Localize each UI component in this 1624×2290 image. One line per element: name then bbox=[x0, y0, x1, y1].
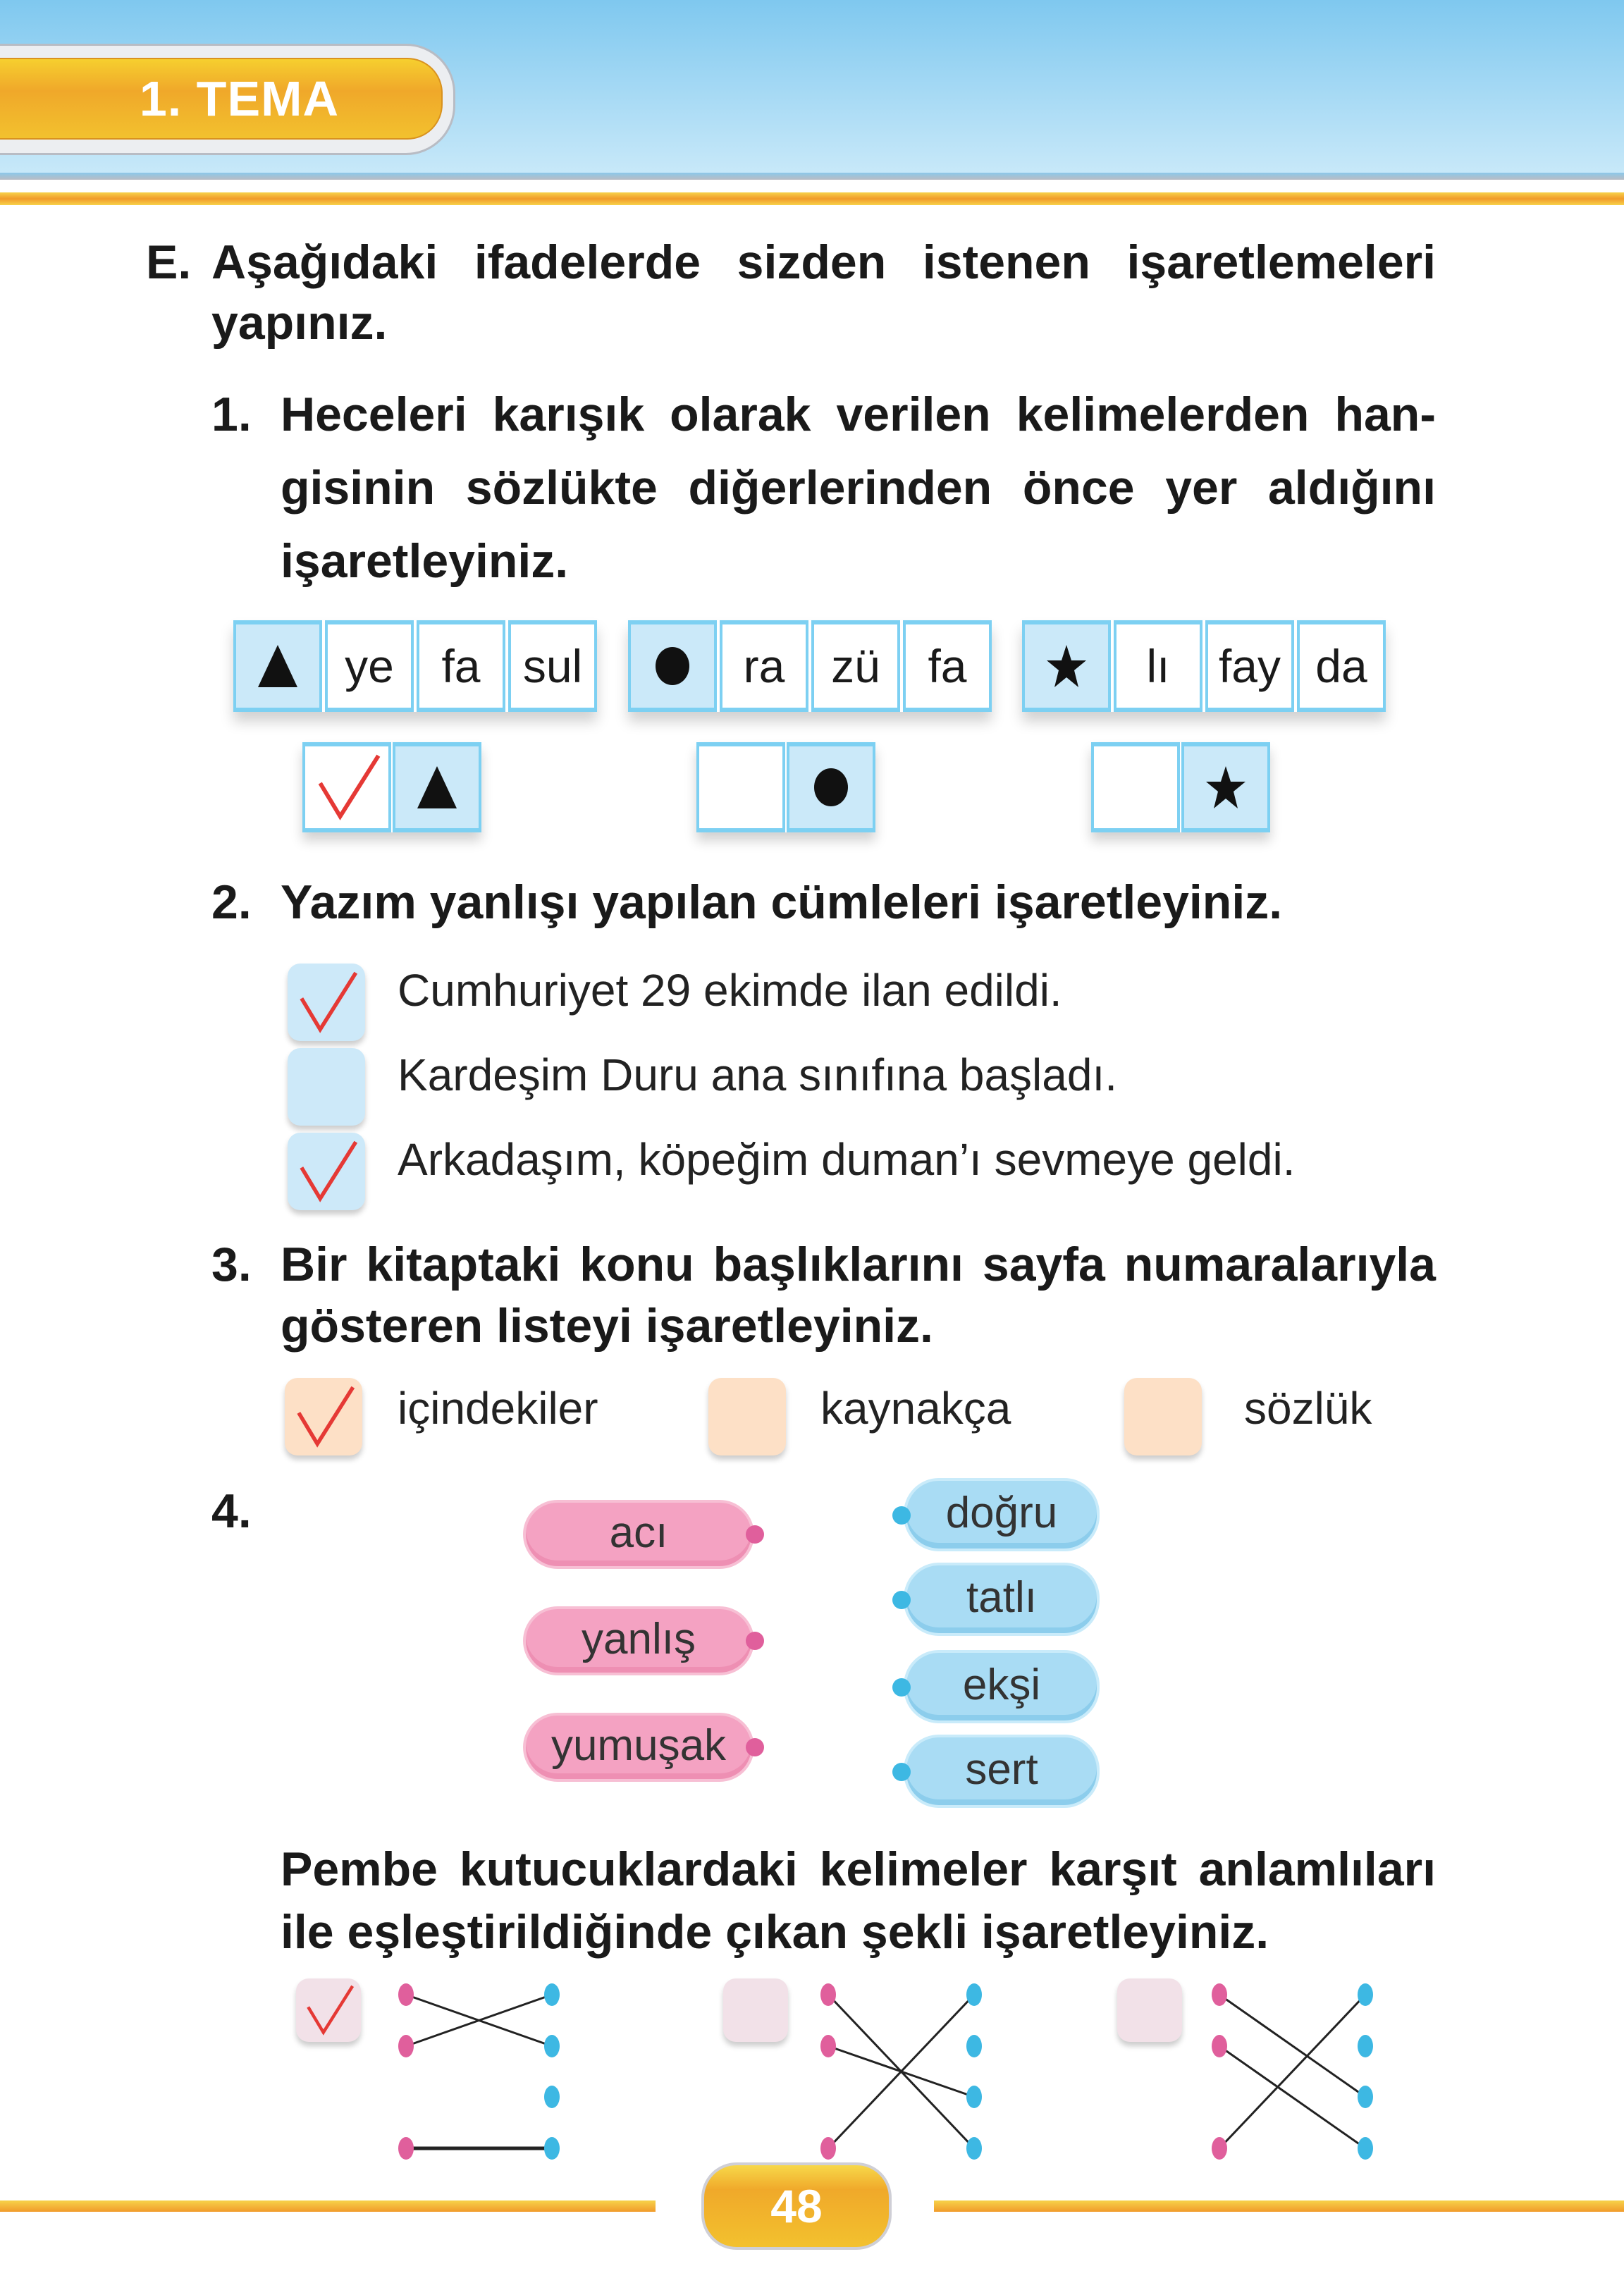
option-text: Kardeşim Duru ana sınıfına başladı. bbox=[398, 1049, 1117, 1100]
answer-checkbox[interactable] bbox=[1091, 742, 1180, 832]
triangle-icon bbox=[393, 742, 481, 832]
option-checkbox[interactable] bbox=[288, 964, 365, 1041]
pink-dot bbox=[820, 2035, 836, 2057]
pink-dot bbox=[1212, 1983, 1227, 2006]
option-text: Cumhuriyet 29 ekimde ilan edildi. bbox=[398, 965, 1062, 1016]
option-text: Arkadaşım, köpeğim duman’ı sevmeye geldi. bbox=[398, 1134, 1296, 1185]
header-accent-line bbox=[0, 192, 1624, 205]
blue-word: doğru bbox=[904, 1478, 1100, 1551]
blue-dot bbox=[544, 2035, 560, 2057]
matching-diagram bbox=[814, 1974, 988, 2171]
blue-dot bbox=[1358, 2137, 1373, 2160]
syllable-group bbox=[1022, 620, 1386, 712]
syllable-card: da bbox=[1297, 620, 1386, 712]
option-checkbox[interactable] bbox=[288, 1048, 365, 1126]
star-icon bbox=[1181, 742, 1270, 832]
footer-line-right bbox=[934, 2200, 1624, 2212]
blue-dot bbox=[1358, 1983, 1373, 2006]
pink-dot bbox=[1212, 2035, 1227, 2057]
pink-dot bbox=[820, 2137, 836, 2160]
section-title-line2: yapınız. bbox=[211, 296, 388, 350]
matching-diagram bbox=[1205, 1974, 1379, 2171]
blue-dot[interactable] bbox=[892, 1506, 911, 1525]
answer-pair bbox=[1091, 742, 1270, 832]
blue-dot bbox=[966, 2035, 982, 2057]
syllable-card: ra bbox=[720, 620, 808, 712]
syllable-card: sul bbox=[508, 620, 597, 712]
option-checkbox[interactable] bbox=[1124, 1378, 1202, 1455]
q4-line2: ile eşleştirildiğinde çıkan şekli işaretleyiniz. bbox=[281, 1905, 1269, 1959]
blue-dot bbox=[544, 1983, 560, 2006]
option-text: içindekiler bbox=[398, 1383, 598, 1434]
blue-dot bbox=[1358, 2035, 1373, 2057]
blue-dot bbox=[966, 2137, 982, 2160]
diagram-checkbox[interactable] bbox=[723, 1978, 788, 2042]
q1-line3: işaretleyiniz. bbox=[281, 534, 569, 588]
answer-checkbox[interactable] bbox=[302, 742, 391, 832]
pink-dot bbox=[820, 1983, 836, 2006]
blue-dot bbox=[966, 2086, 982, 2108]
syllable-card: ye bbox=[325, 620, 414, 712]
syllable-group bbox=[233, 620, 597, 712]
answer-pair bbox=[696, 742, 875, 832]
section-title-line1: Aşağıdaki ifadelerde sizden istenen işaretlemeleri bbox=[211, 235, 1436, 289]
pink-word: acı bbox=[523, 1500, 754, 1569]
q4-line1: Pembe kutucuklardaki kelimeler karşıt anlamlıları bbox=[281, 1842, 1436, 1896]
answer-checkbox[interactable] bbox=[696, 742, 785, 832]
blue-dot bbox=[966, 1983, 982, 2006]
blue-word: tatlı bbox=[904, 1563, 1100, 1636]
blue-dot[interactable] bbox=[892, 1763, 911, 1781]
diagram-checkbox[interactable] bbox=[1117, 1978, 1182, 2042]
blue-dot bbox=[1358, 2086, 1373, 2108]
option-checkbox[interactable] bbox=[708, 1378, 786, 1455]
q4-number: 4. bbox=[211, 1484, 252, 1538]
triangle-icon bbox=[233, 620, 322, 712]
q1-line2: gisinin sözlükte diğerlerinden önce yer aldığını bbox=[281, 461, 1436, 515]
star-icon bbox=[1022, 620, 1111, 712]
diagram-checkbox[interactable] bbox=[296, 1978, 361, 2042]
blue-dot bbox=[544, 2086, 560, 2108]
pink-dot bbox=[398, 2035, 414, 2057]
blue-word: sert bbox=[904, 1735, 1100, 1808]
answer-pair bbox=[302, 742, 481, 832]
syllable-card: lı bbox=[1114, 620, 1202, 712]
blue-word: ekşi bbox=[904, 1650, 1100, 1723]
option-text: sözlük bbox=[1244, 1383, 1372, 1434]
pink-word: yanlış bbox=[523, 1606, 754, 1675]
q3-line1: Bir kitaptaki konu başlıklarını sayfa numaralarıyla bbox=[281, 1238, 1436, 1291]
option-checkbox[interactable] bbox=[285, 1378, 362, 1455]
syllable-card: fay bbox=[1205, 620, 1294, 712]
pink-dot bbox=[1212, 2137, 1227, 2160]
pink-dot bbox=[398, 2137, 414, 2160]
syllable-card: zü bbox=[811, 620, 900, 712]
page-number: 48 bbox=[701, 2162, 892, 2250]
link-line bbox=[1219, 2046, 1365, 2148]
syllable-card: fa bbox=[903, 620, 992, 712]
syllable-group bbox=[628, 620, 992, 712]
q3-line2: gösteren listeyi işaretleyiniz. bbox=[281, 1299, 933, 1353]
footer-line-left bbox=[0, 2200, 656, 2212]
option-text: kaynakça bbox=[820, 1383, 1011, 1434]
circle-icon bbox=[628, 620, 717, 712]
q3-number: 3. bbox=[211, 1238, 252, 1291]
circle-icon bbox=[787, 742, 875, 832]
q1-line1: Heceleri karışık olarak verilen kelimelerden han- bbox=[281, 388, 1436, 441]
blue-dot bbox=[544, 2137, 560, 2160]
blue-dot[interactable] bbox=[892, 1678, 911, 1697]
matching-diagram bbox=[392, 1974, 566, 2171]
section-letter: E. bbox=[146, 235, 192, 289]
link-line bbox=[1219, 1995, 1365, 2097]
header-divider bbox=[0, 173, 1624, 180]
q1-number: 1. bbox=[211, 388, 252, 441]
pink-dot bbox=[398, 1983, 414, 2006]
option-checkbox[interactable] bbox=[288, 1133, 365, 1210]
pink-dot[interactable] bbox=[746, 1738, 764, 1756]
q2-number: 2. bbox=[211, 875, 252, 929]
blue-dot[interactable] bbox=[892, 1591, 911, 1609]
syllable-card: fa bbox=[417, 620, 505, 712]
q2-title: Yazım yanlışı yapılan cümleleri işaretleyiniz. bbox=[281, 875, 1283, 929]
pink-dot[interactable] bbox=[746, 1525, 764, 1544]
pink-word: yumuşak bbox=[523, 1713, 754, 1782]
theme-label: 1. TEMA bbox=[0, 58, 443, 140]
pink-dot[interactable] bbox=[746, 1632, 764, 1650]
link-line bbox=[1219, 1995, 1365, 2148]
